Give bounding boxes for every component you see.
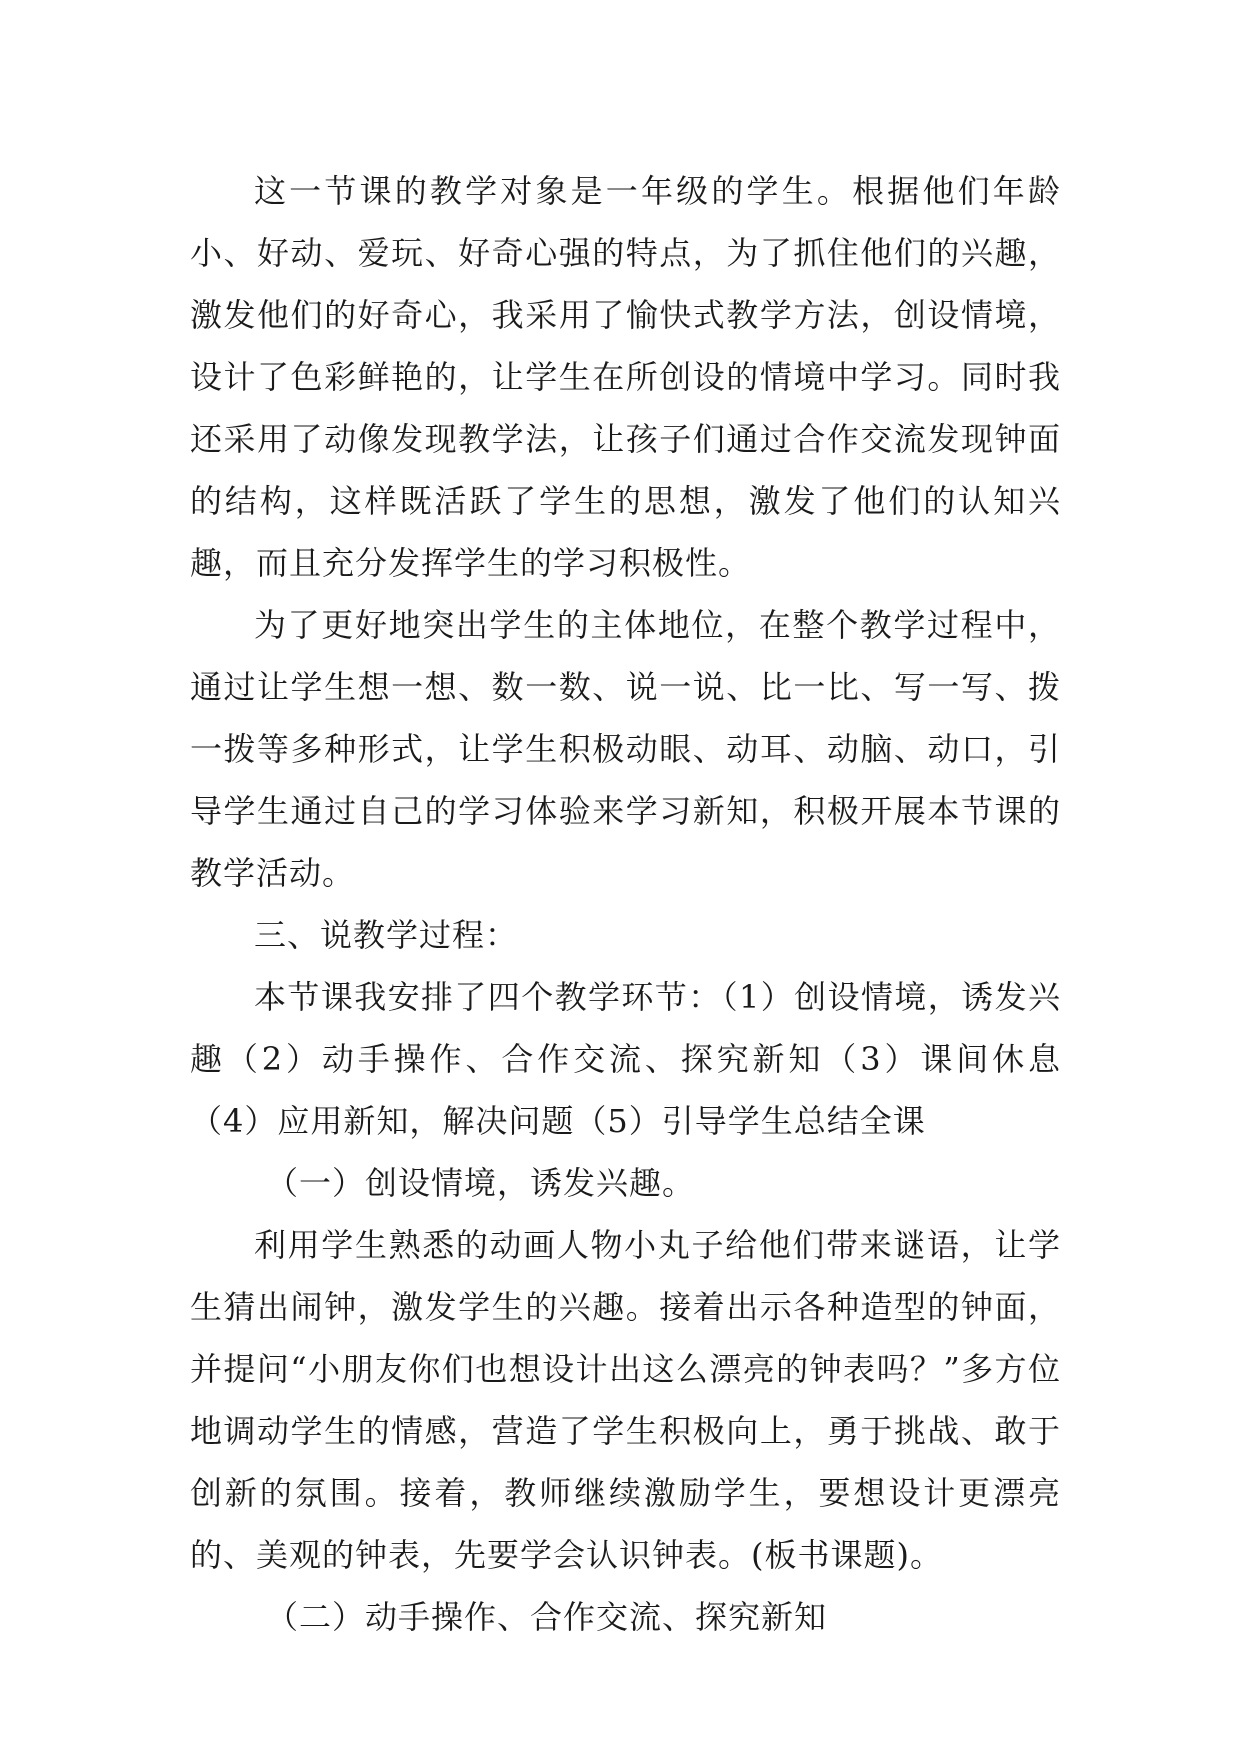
document-body bbox=[190, 160, 1061, 1648]
section-heading-teaching-process: 三、说教学过程： bbox=[254, 916, 519, 954]
paragraph-student-centered: 为了更好地突出学生的主体地位，在整个教学过程中，通过让学生想一想、数一数、说一说、比一比、写一写、拨一拨等多种形式，让学生积极动眼、动耳、动脑、动口，引导学生通过自己的学习体验来学习新知，积极开展本节课的教学活动。 bbox=[190, 606, 1061, 892]
paragraph-teaching-target: 这一节课的教学对象是一年级的学生。根据他们年龄小、好动、爱玩、好奇心强的特点，为了抓住他们的兴趣，激发他们的好奇心，我采用了愉快式教学方法，创设情境，设计了色彩鲜艳的，让学生在所创设的情境中学习。同时我还采用了动像发现教学法，让孩子们通过合作交流发现钟面的结构，这样既活跃了学生的思想，激发了他们的认知兴趣，而且充分发挥学生的学习积极性。 bbox=[190, 172, 1061, 582]
paragraph-step1: 利用学生熟悉的动画人物小丸子给他们带来谜语，让学生猜出闹钟，激发学生的兴趣。接着出示各种造型的钟面，并提问“小朋友你们也想设计出这么漂亮的钟表吗？”多方位地调动学生的情感，营造了学生积极向上，勇于挑战、敢于创新的氛围。接着，教师继续激励学生，要想设计更漂亮的、美观的钟表，先要学会认识钟表。(板书课题)。 bbox=[190, 1226, 1061, 1574]
step2-heading: （二）动手操作、合作交流、探究新知 bbox=[266, 1598, 828, 1636]
paragraph-overview: 本节课我安排了四个教学环节：（1）创设情境，诱发兴趣（2）动手操作、合作交流、探究新知（3）课间休息（4）应用新知，解决问题（5）引导学生总结全课 bbox=[190, 978, 1061, 1140]
step1-heading: （一）创设情境，诱发兴趣。 bbox=[266, 1164, 696, 1202]
